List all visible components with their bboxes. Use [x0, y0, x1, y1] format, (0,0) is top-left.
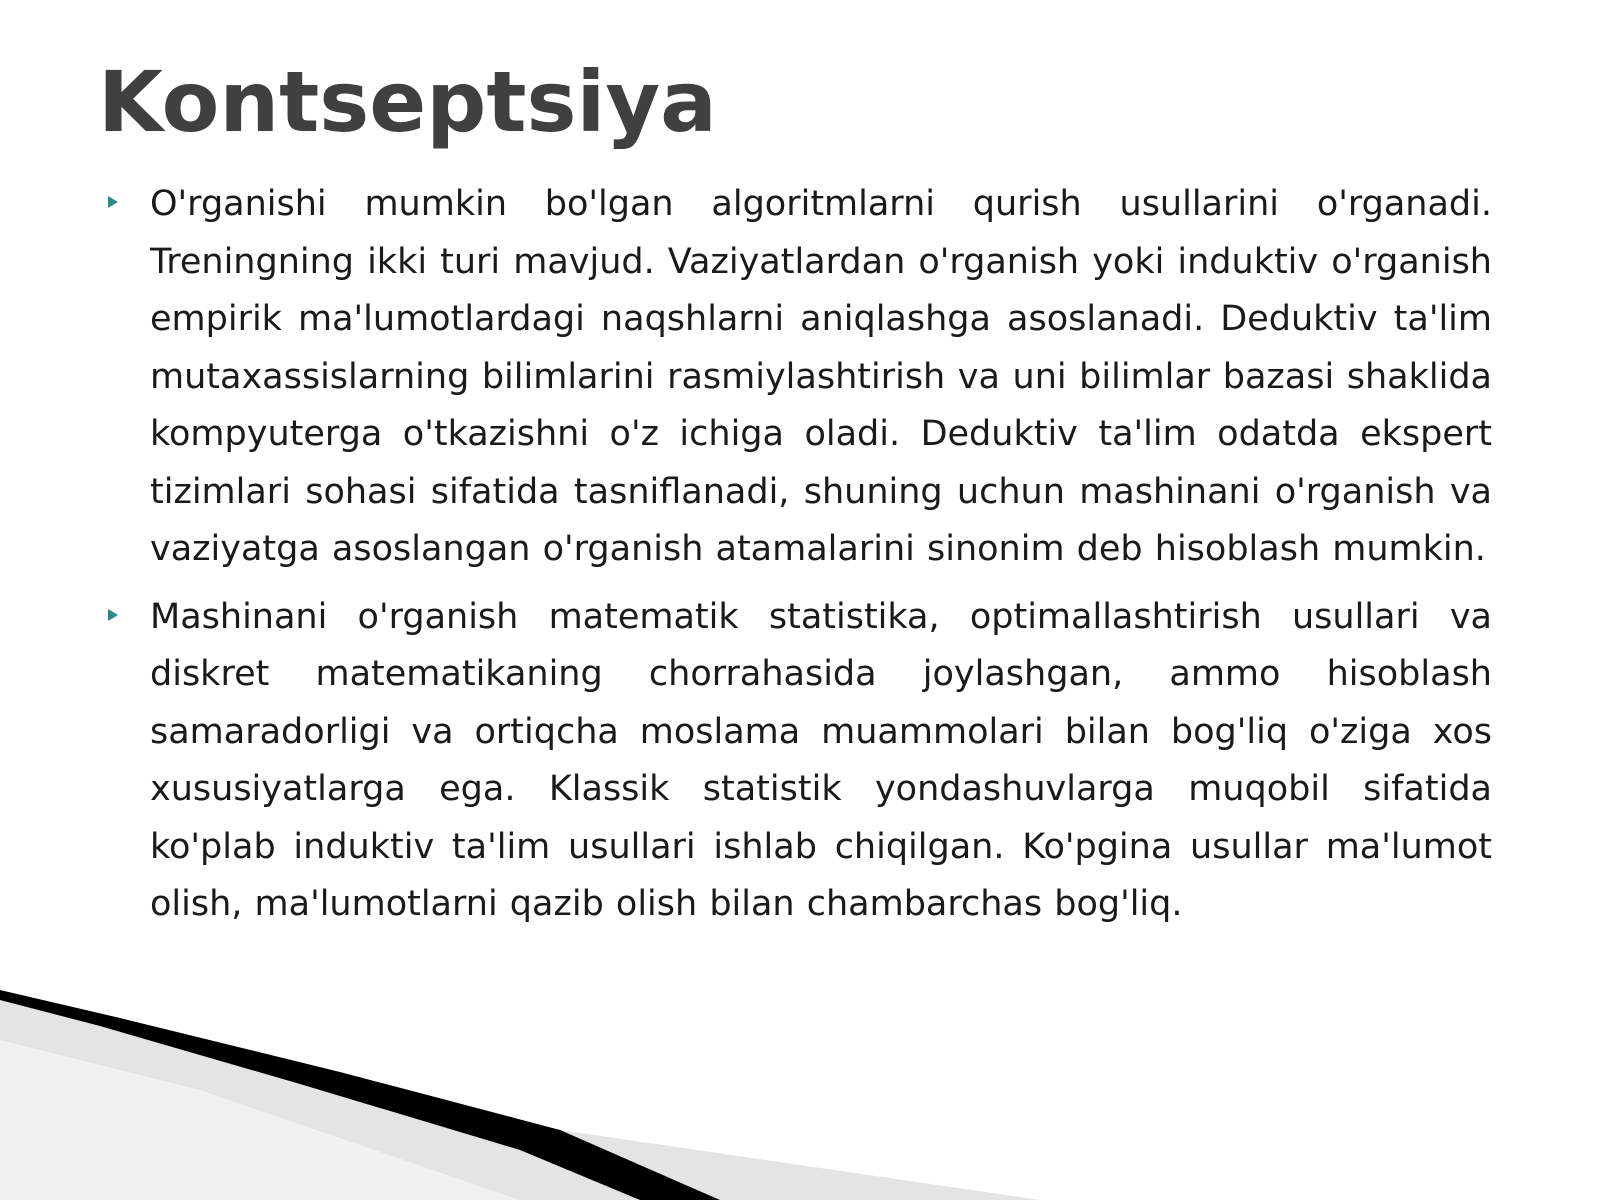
bullet-arrow-icon — [108, 196, 118, 208]
bullet-text: O'rganishi mumkin bo'lgan algoritmlarni qurish usullarini o'rganadi. Treningning ikki turi mavjud. Vaziyatlardan o'rganish yoki induktiv o'rganish empirik ma'lumotlardagi naqshlarni aniqlashga asoslanadi. Deduktiv ta'lim mutaxassislarning bilimlarini rasmiylashtirish va uni bilimlar bazasi shaklida kompyuterga o'tkazishni o'z ichiga oladi. Deduktiv ta'lim odatda ekspert tizimlari sohasi sifatida tasniflanadi, shuning uchun mashinani o'rganish va vaziyatga asoslangan o'rganish atamalarini sinonim deb hisoblash mumkin. — [150, 184, 1492, 569]
bullet-item — [104, 589, 1492, 934]
decorative-swoosh — [0, 980, 1600, 1200]
bullet-list — [104, 176, 1492, 944]
bullet-text: Mashinani o'rganish matematik statistika, optimallashtirish usullari va diskret matematikaning chorrahasida joylashgan, ammo hisoblash samaradorligi va ortiqcha moslama muammolari bilan bog'liq o'ziga xos xususiyatlarga ega. Klassik statistik yondashuvlarga muqobil sifatida ko'plab induktiv ta'lim usullari ishlab chiqilgan. Ko'pgina usullar ma'lumot olish, ma'lumotlarni qazib olish bilan chambarchas bog'liq. — [150, 596, 1492, 924]
bullet-item — [104, 176, 1492, 579]
slide-title: Kontseptsiya — [98, 53, 717, 151]
bullet-arrow-icon — [108, 609, 118, 621]
